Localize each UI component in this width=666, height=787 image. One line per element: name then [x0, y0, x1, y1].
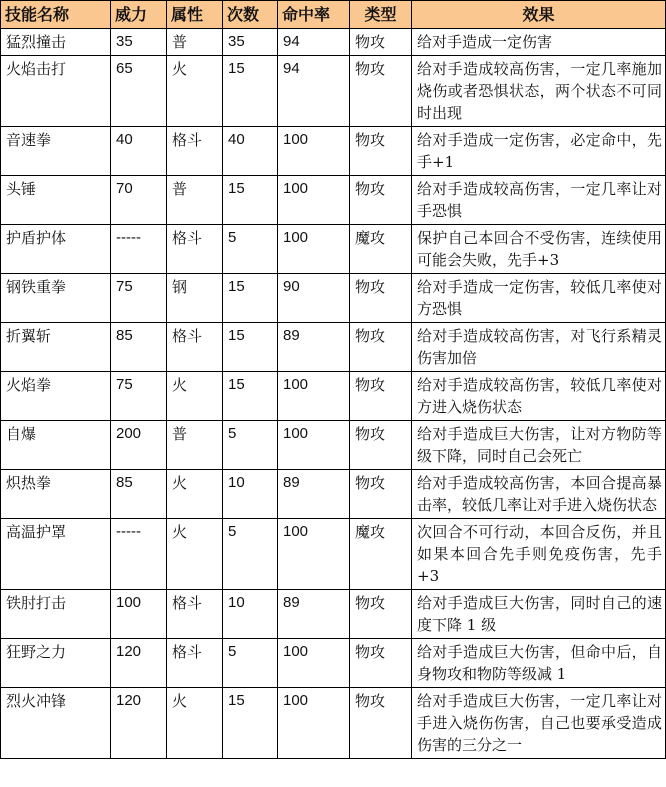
cell-type: 物攻 [350, 274, 412, 323]
cell-accuracy: 100 [278, 176, 350, 225]
cell-attribute: 格斗 [167, 639, 223, 688]
cell-skill-name: 头锤 [1, 176, 111, 225]
cell-skill-name: 钢铁重拳 [1, 274, 111, 323]
cell-accuracy: 100 [278, 688, 350, 759]
cell-pp: 35 [223, 29, 278, 56]
cell-power: 40 [111, 127, 167, 176]
cell-type: 魔攻 [350, 519, 412, 590]
cell-type: 物攻 [350, 127, 412, 176]
cell-attribute: 普 [167, 421, 223, 470]
cell-power: 75 [111, 274, 167, 323]
cell-power: 200 [111, 421, 167, 470]
cell-accuracy: 100 [278, 225, 350, 274]
cell-effect: 给对手造成巨大伤害，让对方物防等级下降，同时自己会死亡 [412, 421, 666, 470]
cell-pp: 15 [223, 372, 278, 421]
cell-effect: 给对手造成较高伤害，本回合提高暴击率，较低几率让对手进入烧伤状态 [412, 470, 666, 519]
cell-pp: 15 [223, 56, 278, 127]
cell-power: 35 [111, 29, 167, 56]
cell-skill-name: 铁肘打击 [1, 590, 111, 639]
cell-power: 75 [111, 372, 167, 421]
cell-attribute: 格斗 [167, 127, 223, 176]
cell-accuracy: 100 [278, 639, 350, 688]
cell-accuracy: 100 [278, 519, 350, 590]
cell-power: 65 [111, 56, 167, 127]
cell-pp: 10 [223, 470, 278, 519]
table-row [1, 29, 666, 56]
cell-accuracy: 100 [278, 372, 350, 421]
cell-type: 物攻 [350, 372, 412, 421]
cell-pp: 5 [223, 519, 278, 590]
cell-effect: 给对手造成巨大伤害，同时自己的速度下降 1 级 [412, 590, 666, 639]
cell-attribute: 火 [167, 470, 223, 519]
cell-attribute: 格斗 [167, 225, 223, 274]
cell-pp: 15 [223, 274, 278, 323]
cell-attribute: 火 [167, 519, 223, 590]
cell-attribute: 火 [167, 688, 223, 759]
cell-type: 物攻 [350, 688, 412, 759]
cell-type: 物攻 [350, 323, 412, 372]
cell-accuracy: 100 [278, 421, 350, 470]
cell-power: 70 [111, 176, 167, 225]
table-row [1, 56, 666, 127]
cell-attribute: 格斗 [167, 590, 223, 639]
cell-type: 物攻 [350, 421, 412, 470]
cell-attribute: 钢 [167, 274, 223, 323]
table-row [1, 323, 666, 372]
cell-skill-name: 火焰拳 [1, 372, 111, 421]
cell-skill-name: 火焰击打 [1, 56, 111, 127]
header-power: 威力 [111, 1, 167, 29]
header-type: 类型 [350, 1, 412, 29]
cell-effect: 给对手造成较高伤害，对飞行系精灵伤害加倍 [412, 323, 666, 372]
cell-type: 魔攻 [350, 225, 412, 274]
cell-attribute: 格斗 [167, 323, 223, 372]
cell-pp: 15 [223, 323, 278, 372]
cell-accuracy: 89 [278, 590, 350, 639]
cell-effect: 给对手造成较高伤害，一定几率让对手恐惧 [412, 176, 666, 225]
cell-power: 120 [111, 639, 167, 688]
header-skill-name: 技能名称 [1, 1, 111, 29]
cell-effect: 给对手造成巨大伤害，一定几率让对手进入烧伤伤害，自己也要承受造成伤害的三分之一 [412, 688, 666, 759]
cell-pp: 5 [223, 421, 278, 470]
cell-power: 85 [111, 470, 167, 519]
cell-skill-name: 烈火冲锋 [1, 688, 111, 759]
header-effect: 效果 [412, 1, 666, 29]
cell-skill-name: 狂野之力 [1, 639, 111, 688]
cell-accuracy: 94 [278, 56, 350, 127]
table-row [1, 639, 666, 688]
cell-pp: 5 [223, 639, 278, 688]
table-row [1, 225, 666, 274]
cell-power: 100 [111, 590, 167, 639]
table-row [1, 421, 666, 470]
cell-attribute: 普 [167, 176, 223, 225]
cell-power: 120 [111, 688, 167, 759]
cell-attribute: 火 [167, 372, 223, 421]
cell-type: 物攻 [350, 56, 412, 127]
cell-skill-name: 护盾护体 [1, 225, 111, 274]
cell-effect: 给对手造成较高伤害，一定几率施加烧伤或者恐惧状态，两个状态不可同时出现 [412, 56, 666, 127]
cell-accuracy: 90 [278, 274, 350, 323]
table-row [1, 176, 666, 225]
cell-skill-name: 高温护罩 [1, 519, 111, 590]
cell-skill-name: 猛烈撞击 [1, 29, 111, 56]
table-row [1, 274, 666, 323]
cell-skill-name: 折翼斩 [1, 323, 111, 372]
cell-skill-name: 自爆 [1, 421, 111, 470]
cell-type: 物攻 [350, 590, 412, 639]
cell-accuracy: 94 [278, 29, 350, 56]
table-row [1, 519, 666, 590]
cell-skill-name: 炽热拳 [1, 470, 111, 519]
header-accuracy: 命中率 [278, 1, 350, 29]
table-row [1, 372, 666, 421]
cell-accuracy: 100 [278, 127, 350, 176]
cell-accuracy: 89 [278, 470, 350, 519]
cell-effect: 保护自己本回合不受伤害，连续使用可能会失败，先手+3 [412, 225, 666, 274]
cell-pp: 15 [223, 176, 278, 225]
cell-attribute: 普 [167, 29, 223, 56]
cell-effect: 给对手造成一定伤害 [412, 29, 666, 56]
cell-power: ----- [111, 225, 167, 274]
cell-effect: 给对手造成巨大伤害，但命中后，自身物攻和物防等级减 1 [412, 639, 666, 688]
cell-pp: 40 [223, 127, 278, 176]
table-row [1, 590, 666, 639]
header-attribute: 属性 [167, 1, 223, 29]
cell-power: ----- [111, 519, 167, 590]
cell-attribute: 火 [167, 56, 223, 127]
header-pp: 次数 [223, 1, 278, 29]
cell-pp: 15 [223, 688, 278, 759]
cell-type: 物攻 [350, 176, 412, 225]
cell-effect: 给对手造成一定伤害，必定命中，先手+1 [412, 127, 666, 176]
cell-effect: 次回合不可行动，本回合反伤，并且如果本回合先手则免疫伤害，先手+3 [412, 519, 666, 590]
cell-effect: 给对手造成较高伤害，较低几率使对方进入烧伤状态 [412, 372, 666, 421]
cell-pp: 5 [223, 225, 278, 274]
cell-type: 物攻 [350, 639, 412, 688]
cell-pp: 10 [223, 590, 278, 639]
header-row [1, 1, 666, 29]
table-row [1, 688, 666, 759]
table-row [1, 127, 666, 176]
cell-accuracy: 89 [278, 323, 350, 372]
cell-effect: 给对手造成一定伤害，较低几率使对方恐惧 [412, 274, 666, 323]
cell-skill-name: 音速拳 [1, 127, 111, 176]
table-row [1, 470, 666, 519]
cell-power: 85 [111, 323, 167, 372]
cell-type: 物攻 [350, 29, 412, 56]
cell-type: 物攻 [350, 470, 412, 519]
